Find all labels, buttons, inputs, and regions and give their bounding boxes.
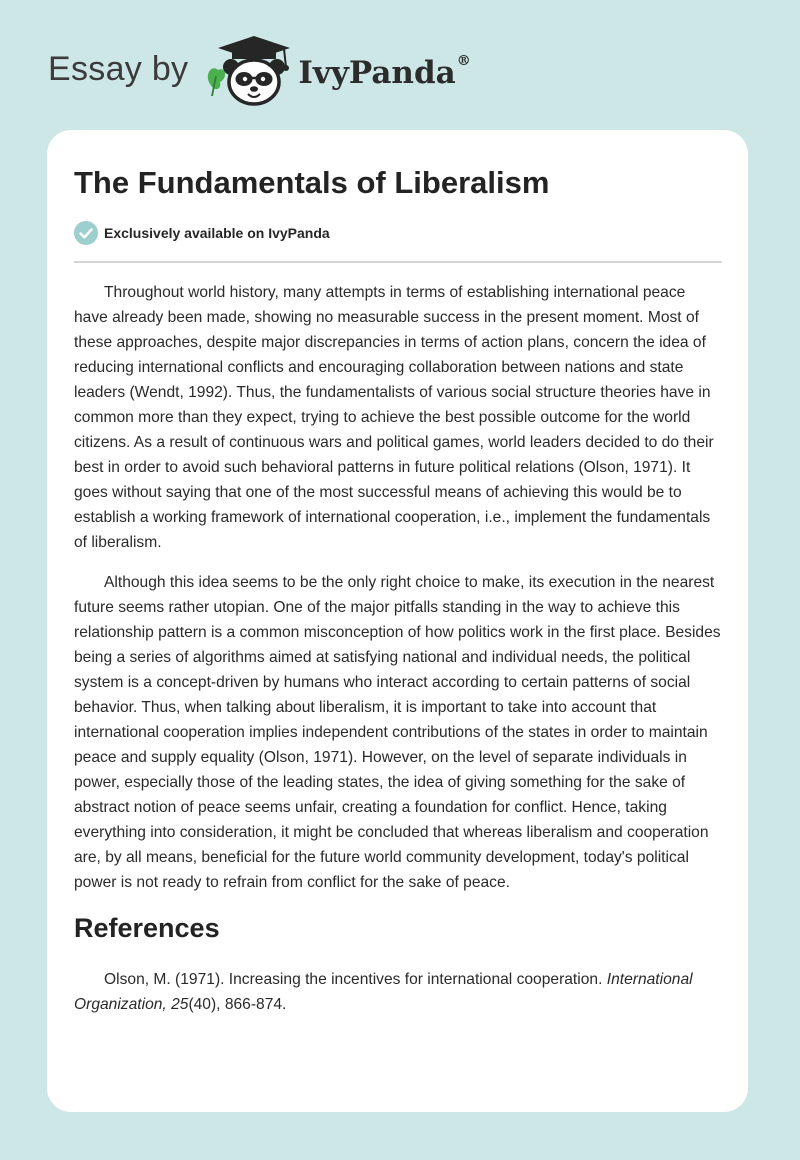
brand-prefix: Essay by <box>48 49 189 88</box>
brand-name-text: IvyPanda <box>298 55 456 91</box>
essay-body <box>74 280 722 895</box>
essay-card <box>47 130 748 1112</box>
references-heading: References <box>74 913 220 943</box>
site-brand[interactable] <box>48 34 471 108</box>
panda-logo-icon <box>204 34 296 108</box>
paragraph: Although this idea seems to be the only right choice to make, its execution in the nearest future seems rather utopian. One of the major pitfalls standing in the way to achieve this relationship pattern is a common misconception of how politics work in the first place. Besides being a series of algorithms aimed at satisfying national and individual needs, the political system is a concept-driven by humans who interact according to certain patterns of social behavior. Thus, when talking about liberalism, it is important to take into account that international cooperation implies independent contributions of the states in order to maintain peace and supply equality (Olson, 1971). However, on the level of separate individuals in power, especially those of the leading states, the idea of giving something for the sake of abstract notion of peace seems unfair, creating a foundation for conflict. Hence, taking everything into consideration, it might be concluded that whereas liberalism and cooperation are, by all means, beneficial for the future world community development, today's political power is not ready to refrain from conflict for the sake of peace. <box>74 574 721 891</box>
brand-name <box>298 55 470 91</box>
reference-journal: International Organization, 25 <box>74 971 693 1013</box>
check-circle-icon <box>74 221 98 245</box>
reference-text: Olson, M. (1971). Increasing the incentives for international cooperation. <box>104 971 607 988</box>
registered-mark: ® <box>456 53 471 69</box>
exclusive-label: Exclusively available on IvyPanda <box>104 225 330 241</box>
exclusive-badge <box>74 221 722 245</box>
page-title: The Fundamentals of Liberalism <box>74 165 550 200</box>
divider <box>74 261 722 263</box>
paragraph: Throughout world history, many attempts in terms of establishing international peace have already been made, showing no measurable success in the present moment. Most of these approaches, despite major discrepancies in terms of action plans, concern the idea of reducing international conflicts and encouraging collaboration between nations and state leaders (Wendt, 1992). Thus, the fundamentalists of various social structure theories have in common more than they expect, trying to achieve the best possible outcome for the world citizens. As a result of continuous wars and political games, world leaders decided to do their best in order to avoid such behavioral patterns in future political relations (Olson, 1971). It goes without saying that one of the most successful means of achieving this would be to establish a working framework of international cooperation, i.e., implement the fundamentals of liberalism. <box>74 284 714 551</box>
reference-item <box>74 967 722 1017</box>
reference-issue: (40), 866-874. <box>188 996 287 1013</box>
